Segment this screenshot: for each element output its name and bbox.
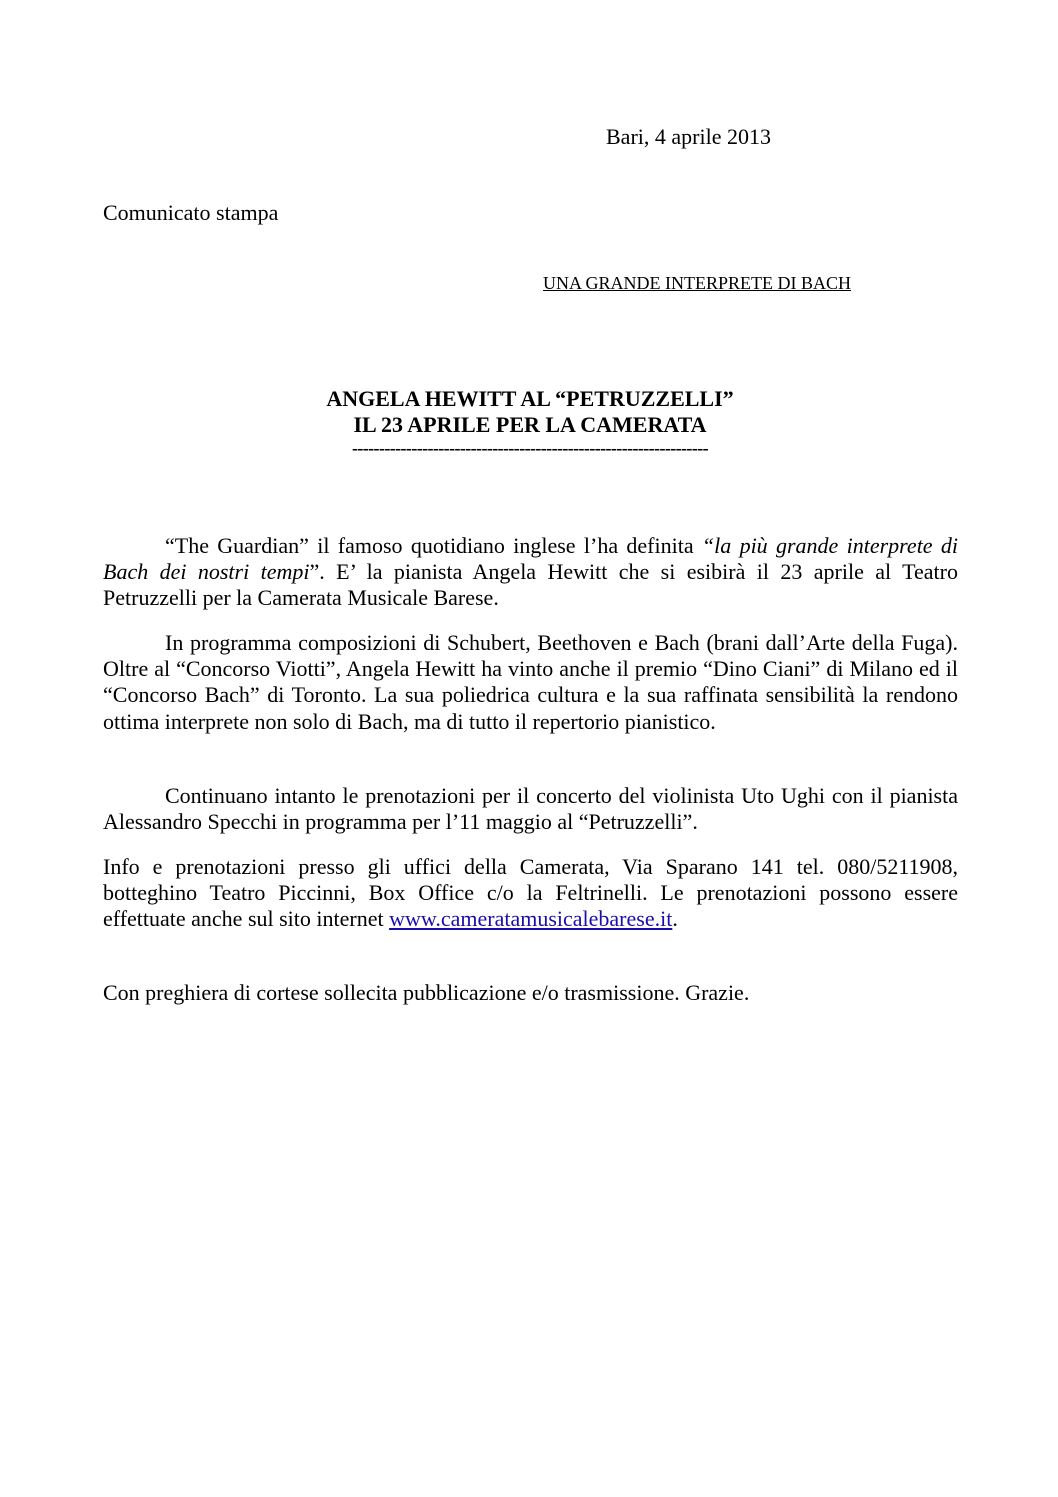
paragraph-guardian-rest: ”. E’ la pianista Angela Hewitt che si esibirà il 23 aprile al Teatro Petruzzelli per la Camerata Musicale Barese. bbox=[103, 559, 958, 611]
headline-line-2: IL 23 APRILE PER LA CAMERATA bbox=[353, 412, 707, 437]
paragraph-guardian-intro: “The Guardian” il famoso quotidiano inglese l’ha definita bbox=[165, 533, 702, 558]
kicker-heading: UNA GRANDE INTERPRETE DI BACH bbox=[543, 273, 851, 293]
headline-line-1: ANGELA HEWITT AL “PETRUZZELLI” bbox=[326, 386, 734, 411]
website-link[interactable]: www.cameratamusicalebarese.it bbox=[389, 906, 673, 932]
paragraph-info-text: Info e prenotazioni presso gli uffici della Camerata, Via Sparano 141 tel. 080/5211908, botteghino Teatro Piccinni, Box Office c/o la Feltrinelli. Le prenotazioni possono essere effettuate anche sul sito internet bbox=[103, 854, 958, 932]
paragraph-guardian bbox=[103, 533, 958, 612]
paragraph-closing: Con preghiera di cortese sollecita pubblicazione e/o trasmissione. Grazie. bbox=[103, 980, 750, 1005]
document-type: Comunicato stampa bbox=[103, 200, 279, 225]
headline-dashed-rule: ------------------------------------------------------------------ bbox=[351, 438, 708, 458]
guardian-quote: “la più grande interprete di Bach dei nostri tempi bbox=[103, 533, 958, 585]
paragraph-programme: In programma composizioni di Schubert, Beethoven e Bach (brani dall’Arte della Fuga). Oltre al “Concorso Viotti”, Angela Hewitt ha vinto anche il premio “Dino Ciani” di Milano ed il “Concorso Bach” di Toronto. La sua poliedrica cultura e la sua raffinata sensibilità la rendono ottima interprete non solo di Bach, ma di tutto il repertorio pianistico. bbox=[103, 630, 958, 734]
paragraph-info-end: . bbox=[672, 906, 678, 932]
paragraph-info bbox=[103, 854, 958, 933]
paragraph-uto-ughi: Continuano intanto le prenotazioni per il concerto del violinista Uto Ughi con il pianista Alessandro Specchi in programma per l’11 maggio al “Petruzzelli”. bbox=[103, 783, 958, 835]
document-date: Bari, 4 aprile 2013 bbox=[606, 124, 771, 149]
